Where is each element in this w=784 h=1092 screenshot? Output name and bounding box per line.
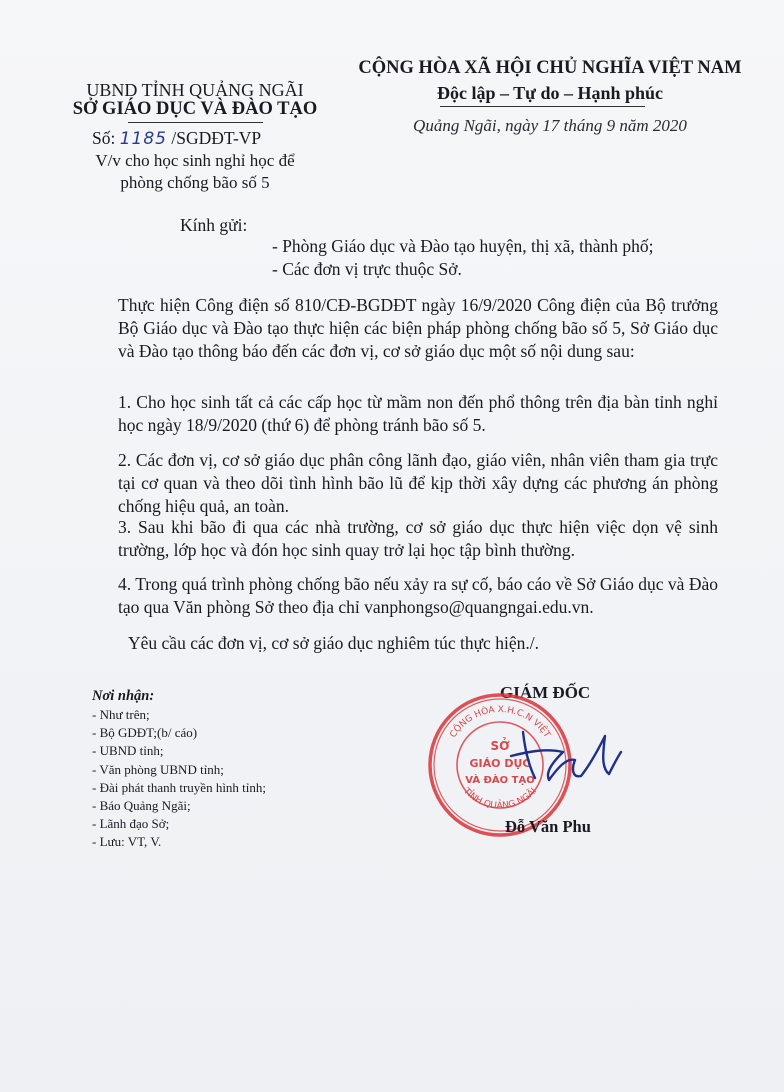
intro-paragraph: Thực hiện Công điện số 810/CĐ-BGDĐT ngày 16/9/2020 Công điện của Bộ trưởng Bộ Giáo dục và Đào tạo thực hiện các biện pháp phòng chống bão số 5, Sở Giáo dục và Đào tạo thông báo đến các đơn vị, cơ sở giáo dục một số nội dung sau: (118, 295, 718, 361)
seal-center-text-3: VÀ ĐÀO TẠO (465, 775, 535, 786)
doc-no-handwritten: 1185 (119, 129, 167, 149)
noi-nhan-item: - Báo Quảng Ngãi; (92, 798, 191, 814)
noi-nhan-item: - Như trên; (92, 707, 150, 722)
handwritten-signature-icon (505, 722, 625, 792)
doc-no-suffix: /SGDĐT-VP (171, 128, 262, 148)
body-item-2 (118, 449, 718, 518)
noi-nhan-title: Nơi nhận: (92, 688, 155, 704)
nation-title: CỘNG HÒA XÃ HỘI CHỦ NGHĨA VIỆT NAM (358, 58, 742, 78)
seal-top-text: CỘNG HÒA X.H.C.N VIỆT (448, 704, 552, 740)
doc-no-prefix: Số: (92, 128, 116, 148)
item-paragraph-4: 4. Trong quá trình phòng chống bão nếu xảy ra sự cố, báo cáo về Sở Giáo dục và Đào tạo qua Văn phòng Sở theo địa chỉ vanphongso@quangngai.edu.vn. (118, 574, 718, 617)
subject-line-2: phòng chống bão số 5 (120, 173, 270, 192)
noi-nhan-item: - Lãnh đạo Sở; (92, 816, 170, 832)
date-line: Quảng Ngãi, ngày 17 tháng 9 năm 2020 (413, 116, 687, 135)
seal-center-text-2: GIÁO DỤC (469, 757, 531, 770)
noi-nhan-item: - Lưu: VT, V. (92, 834, 162, 850)
subject (60, 150, 330, 194)
org-line-1: UBND TỈNH QUẢNG NGÃI (86, 80, 304, 100)
item-paragraph-3: 3. Sau khi bão đi qua các nhà trường, cơ sở giáo dục thực hiện việc dọn vệ sinh trường, lớp học và đón học sinh quay trở lại học tập bình thường. (118, 517, 718, 560)
director-title: GIÁM ĐỐC (500, 683, 591, 702)
motto-underline (440, 106, 645, 107)
body-intro (118, 294, 718, 363)
noi-nhan-item: - Bộ GDĐT;(b/ cáo) (92, 725, 198, 741)
item-paragraph-2: 2. Các đơn vị, cơ sở giáo dục phân công lãnh đạo, giáo viên, nhân viên tham gia trực tại cơ quan và theo dõi tình hình bão lũ để kịp thời xây dựng các phương án phòng chống hiệu quả, an toàn. (118, 450, 718, 516)
noi-nhan-list (92, 706, 266, 852)
org-line-2: SỞ GIÁO DỤC VÀ ĐÀO TẠO (72, 99, 318, 119)
signer-name: Đỗ Văn Phu (505, 817, 591, 836)
nation-motto: Độc lập – Tự do – Hạnh phúc (436, 83, 664, 103)
item-paragraph-1: 1. Cho học sinh tất cả các cấp học từ mầm non đến phổ thông trên địa bàn tỉnh nghỉ học ngày 18/9/2020 (thứ 6) để phòng tránh bão số 5. (118, 392, 718, 435)
document-number (92, 128, 261, 149)
recipient-1: - Phòng Giáo dục và Đào tạo huyện, thị xã, thành phố; (272, 236, 654, 256)
noi-nhan-item: - Đài phát thanh truyền hình tỉnh; (92, 779, 267, 795)
seal-bottom-text: TỈNH QUẢNG NGÃI (461, 786, 539, 812)
body-closing (128, 632, 728, 655)
org-underline (128, 122, 263, 123)
noi-nhan-item: - UBND tỉnh; (92, 743, 164, 759)
body-item-4 (118, 573, 718, 619)
recipient-2: - Các đơn vị trực thuộc Sở. (272, 259, 462, 279)
kinh-gui-label: Kính gửi: (180, 215, 248, 235)
subject-line-1: V/v cho học sinh nghỉ học để (95, 151, 295, 170)
seal-center-text-1: SỞ (490, 739, 510, 753)
body-item-1 (118, 391, 718, 437)
closing-paragraph: Yêu cầu các đơn vị, cơ sở giáo dục nghiêm túc thực hiện./. (128, 633, 539, 653)
noi-nhan-item: - Văn phòng UBND tỉnh; (92, 761, 224, 777)
body-item-3 (118, 516, 718, 562)
